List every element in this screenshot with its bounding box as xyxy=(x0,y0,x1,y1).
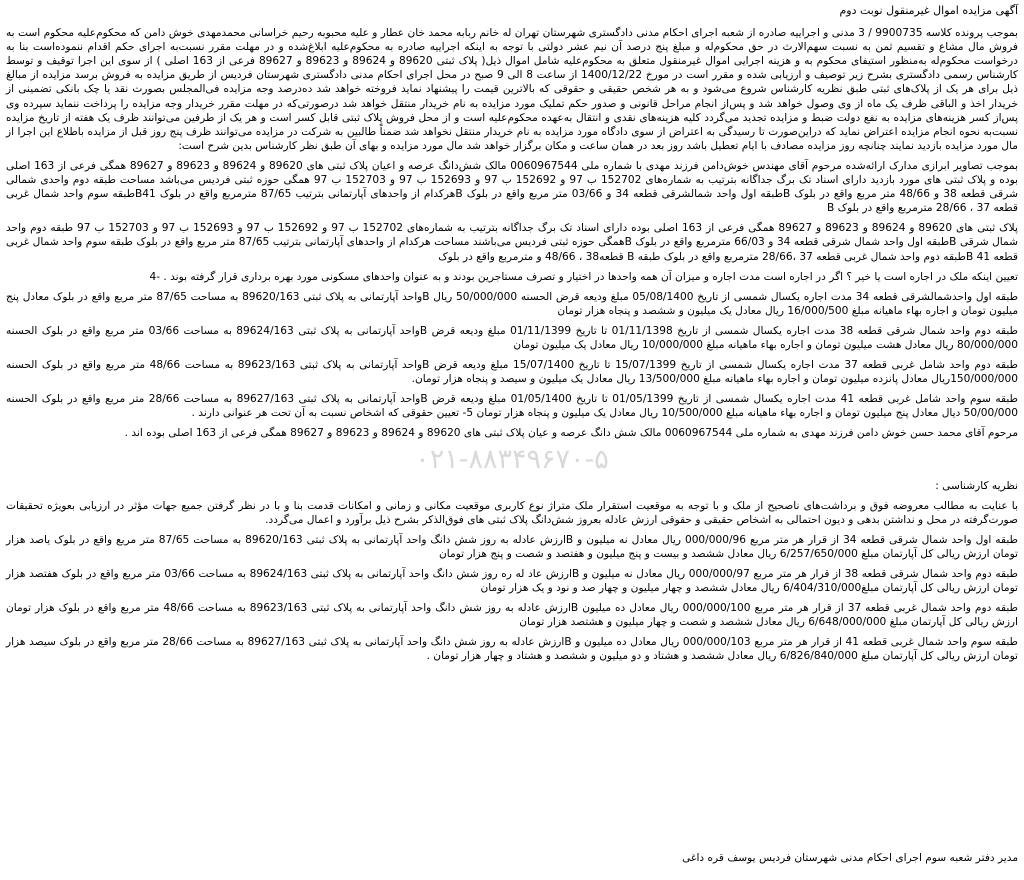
lease-paragraph-1: طبقه اول واحدشمالشرقی قطعه 34 مدت اجاره یکسال شمسی از تاریخ 05/08/1400 مبلغ ودیعه قرض الحسنه 50/000/000 ریال Bواحد آپارتمانی به پلاک ثبتی 89620/163 به مساحت 87/65 متر مربع واقع در بلوک معادل پنج میلیون تومان و اجاره بهاء ماهیانه مبلغ 16/000/500 ریال معادل یک میلیون و ششصد و پنجاه هزار تومان xyxy=(6,290,1018,317)
valuation-paragraph-1: طبقه اول واحد شمال شرقی قطعه 34 از قرار هر متر مربع 000/000/96 ریال معادل نه میلیون و Bارزش عادله به روز شش دانگ واحد آپارتمانی به پلاک ثبتی 89620/163 به مساحت 87/65 متر مربع واقع در بلوک یاصد هزار تومان ارزش ریالی کل آپارتمان مبلغ 6/257/650/000 ریال معادل ششصد و بیست و پنج میلیون و هفتصد و شصت و پنج هزار تومان xyxy=(6,533,1018,560)
notice-title: آگهی مزایده اموال غیرمنقول نوبت دوم xyxy=(839,4,1018,17)
lease-paragraph-2: طبقه دوم واحد شمال شرقی قطعه 38 مدت اجاره یکسال شمسی از تاریخ 01/11/1398 تا تاریخ 01/11/1399 مبلغ ودیعه قرض Bواحد آپارتمانی به پلاک ثبتی 89624/163 به مساحت 03/66 متر مربع واقع در بلوک الحسنه 80/000/000 ریال معادل هشت میلیون تومان و اجاره بهاء ماهیانه مبلغ 10/000/000 ریال معادل یک میلیون تومان xyxy=(6,324,1018,351)
expert-paragraph: با عنایت به مطالب معروضه فوق و برداشت‌های ناصحیح از ملک و با توجه به موقعیت استقرار ملک متراژ نوع کاربری موقعیت مکانی و زمانی و امکانات قدمت بنا و با در نظر گرفتن جمیع جهات مؤثر در ارزیابی بعویژه تحقیقات صورت‌گرفته در محل و نداشتن بدهی و دیون احتمالی به اشخاص حقیقی و حقوقی ارزش عادله بعروز شش‌دانگ پلاک ثبتی های فوق‌الذکر بشرح ذیل برآورد و اعمال می‌گردد. xyxy=(6,499,1018,526)
auction-notice xyxy=(6,4,1018,670)
signature-line: مدیر دفتر شعبه سوم اجرای احکام مدنی شهرستان فردیس یوسف قره داغی xyxy=(682,852,1018,864)
phone-watermark: ۰۲۱-۸۸۳۴۹۶۷۰-۵ xyxy=(415,443,609,475)
lease-paragraph-4: طبقه سوم واحد شامل غربی قطعه 41 مدت اجاره یکسال شمسی از تاریخ 01/05/1399 تا تاریخ 01/05/1400 مبلغ ودیعه قرض Bواحد آپارتمانی به پلاک ثبتی 89627/163 به مساحت 28/66 متر مربع واقع در بلوک الحسنه 50/00/000 دیال معادل پنج میلیون تومان و اجاره بهاء ماهیانه مبلغ 10/500/000 ریال معادل یک میلیون و پنجاه هزار تومان 5- تعیین حقوقی که اشخاص نسبت به آن تحت هر عنوانی دارند . xyxy=(6,393,1018,420)
owner-paragraph: مرحوم آقای محمد حسن خوش دامن فرزند مهدی به شماره ملی 0060967544 مالک شش دانگ عرصه و عیان پلاک ثبتی های 89620 و 89624 و 89623 و 89627 همگی فرعی از 163 اصلی بوده اند . xyxy=(124,427,1018,440)
valuation-paragraph-3: طبقه دوم واحد شمال غربی قطعه 37 از قرار هر متر مربع 000/000/100 ریال معادل ده میلیون Bارزش عادله به روز شش دانگ واحد آپارتمانی به پلاک ثبتی 89623/163 به مساحت 48/66 متر مربع واقع در بلوک هزار تومان ارزش ریالی کل آپارتمان مبلغ 6/648/000/000 ریال معادل ششصد و شصت و چهار میلیون و هشتصد هزار تومان xyxy=(6,602,1018,629)
lease-question-paragraph: تعیین اینکه ملک در اجاره است یا خیر ؟ اگر در اجاره است مدت اجاره و میزان آن همه واحدها در اختیار و تصرف مستاجرین بودند و به عنوان واحدهای مسکونی مورد بهره برداری قرار گرفته بوند . -4 xyxy=(149,270,1018,283)
lease-paragraph-3: طبقه دوم واحد شامل غربی قطعه 37 مدت اجاره یکسال شمسی از تاریخ 15/07/1399 تا تاریخ 15/07/1400 مبلغ ودیعه قرض Bواحد آپارتمانی به پلاک ثبتی 89623/163 به مساحت 48/66 متر مربع واقع در بلوک الحسنه 150/000/000ریال معادل پانزده میلیون تومان و اجاره بهاء ماهیانه مبلغ 13/500/000 ریال معادل یک میلیون و سیصد و پنجاه هزار تومان. xyxy=(6,359,1018,386)
valuation-paragraph-2: طبقه دوم واحد شمال شرقی قطعه 38 از قرار هر متر مربع 000/000/97 ریال معادل نه میلیون و Bارزش عاد له ره روز شش دانگ واحد آپارتمانی به پلاک ثبتی 89624/163 به مساحت 03/66 متر مربع واقع در بلوک هفتصد هزار تومان ارزش ریالی کل آپارتمان مبلغ6/404/310/000 ریال معادل ششصد و چهار میلیون و چهار صد و نود و یک هزار تومان xyxy=(6,568,1018,595)
expert-heading: نظریه کارشناسی : xyxy=(935,479,1018,492)
valuation-paragraph-4: طبقه سوم واحد شمال غربی قطعه 41 از قرار هر متر مربع 000/000/103 ریال معادل ده میلیون و Bارزش عادله به روز شش دانگ واحد آپارتمانی به پلاک ثبتی 89627/163 به مساحت 28/66 متر مربع واقع در بلوک سیصد هزار تومان ارزش ریالی کل آپارتمان مبلغ 6/826/840/000 ریال معادل ششصد و هشتاد و دو میلیون و ششصد و هشتاد و چهار هزار تومان . xyxy=(6,636,1018,663)
documents-paragraph: بموجب تصاویر ابرازی مدارک ارائه‌شده مرحوم آقای مهندس خوش‌دامن فرزند مهدی با شماره ملی 0060967544 مالک شش‌دانگ عرصه و اعیان پلاک ثبتی های 89620 و 89624 و 89623 و 89627 همگی فرعی از 163 اصلی بوده و پلاک ثبتی های مورد بازدید دارای اسناد تک برگ جداگانه بترتیب به شماره‌های 152702 ب 97 و 152692 ب 97 و 152693 ب 97 و 152703 ب 97 همگی حوزه ثبتی فردیس می‌باشد مساحت طبقه دوم واحدی شمالی شرقی قطعه 38 و 48/66 متر مربع واقع در بلوک Bطبقه اول واحد شمالشرقی قطعه 34 و 03/66 متر مربع واقع در بلوک Bهرکدام از واحدهای آپارتمانی بترتیب 87/65 مترمربع واقع در بلوک B41طبقه سوم واحد شمال غربی قطعه 37 ، 28/66 مترمربع واقع در بلوک B xyxy=(6,159,1018,215)
intro-paragraph: بموجب پرونده کلاسه 9900735 / 3 مدنی و اجراییه صادره از شعبه اجرای احکام مدنی دادگستری شهرستان تهران له خانم ربابه محمد خان عطار و علیه محبوبه رحیم خراسانی محمدمهدی خوش دامن که محکوم‌علیه محکوم است به فروش مال مشاع و تقسیم ثمن به نسبت سهم‌الارث در حق محکوم‌له و مبلغ پنج درصد آن نیم عشر دولتی با توجه به اینکه اجراییه صادره به محکوم‌علیه ابلاغ‌شده و در مهلت مقرر نسبت‌به اجرای حکم اقدام ننموده‌است بنا به درخواست محکوم‌له به‌منظور استیفای محکوم به و هزینه اجرایی اموال غیرمنقول متعلق به محکوم‌علیه شامل اموال ذیل( پلاک ثبتی 89620 و 89624 و 89623 و 89627 فرعی از 163 اصلی ) از سوی این اجرا توقیف و توسط کارشناس رسمی دادگستری بشرح زیر توصیف و ارزیابی شده و مقرر است در مورخ 1400/12/22 از ساعت 8 الی 9 صبح در محل اجرای احکام مدنی دادگستری شهرستان فردیس از طریق مزایده به فروش برسد مزایده از مبالغ ذیل برای هر یک از پلاک‌های ثبتی طبق نظریه کارشناس شروع می‌شود و به هر شخص حقیقی و حقوقی که بالاترین قیمت را پیشنهاد نماید فروخته خواهد شد ده‌درصد وجه مزایده فی‌المجلس بصورت نقد یا چک بانکی تضمینی از خریدار اخذ و الباقی ظرف یک ماه از وی وصول خواهد شد و پس‌از انجام مراحل قانونی و صدور حکم تملیک مورد مزایده به نام خریدار منتقل خواهد شد درصورتی‌که در مهلت مقرر خریدار وجه مزایده را پرداخت ننماید سپرده وی پس‌از کسر هزینه‌های مزایده به نفع دولت ضبط و مزایده تجدید می‌گردد کلیه هزینه‌های نقدی و انتقال به‌عهده محکوم‌علیه است و از محل فروش پلاک ثبتی قابل کسر است و هر یک از طرفین می‌توانند ظرف یک هفته از تاریخ مزایده نسبت‌به نحوه انجام مزایده اعتراض نماید که دراین‌صورت تا رسیدگی به اعتراض از سوی دادگاه مورد مزایده به نام خریدار منتقل نخواهد شد ضمناً طالبین به شرکت در مزایده می‌توانند ظرف پنج روز قبل از مزایده باطلاع این اجرا از مال مورد مزایده بازدید نمایند چنانچه روز مزایده مصادف با ایام تعطیل باشد روز بعد در همان ساعت و مکان برگزار خواهد شد مال مورد مزایده و بهای آن طبق نظر کارشناس بدین شرح است: xyxy=(6,27,1018,152)
plates-paragraph: پلاک ثبتی های 89620 و 89624 و 89623 و 89627 همگی فرعی از 163 اصلی بوده دارای اسناد تک برگ جداگانه بترتیب به شماره‌های 152702 ب 97 و 152692 ب 97 و 152693 ب 97 و 152703 ب 97 طبقه دوم واحد شمال شرقی Bطبقه اول واحد شمال شرقی قطعه 34 و 66/03 مترمربع واقع در بلوک Bهمگی حوزه ثبتی فردیس می‌باشند مساحت هرکدام از واحدهای آپارتمانی بترتیب 87/65 متر مربع واقع در بلوک طبقه سوم واحد شمال غربی قطعه 41 Bطبقه دوم واحد شمال غربی قطعه 37 ،28/66 مترمربع واقع در بلوک طبقه B قطعه38 ، 48/66 و مترمربع واقع در بلوک xyxy=(6,222,1019,263)
